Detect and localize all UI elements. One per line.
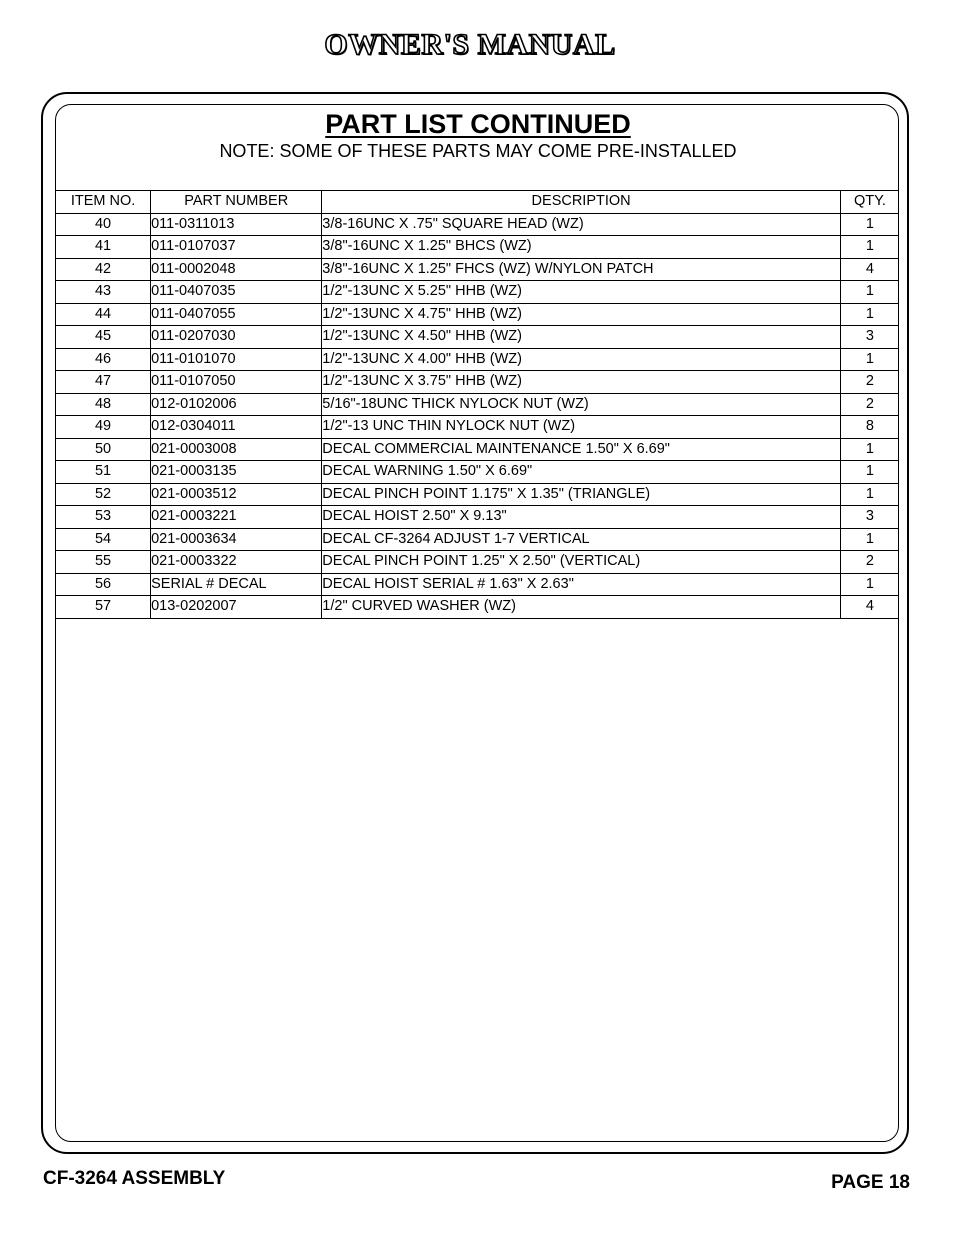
parts-table-body <box>56 213 900 618</box>
description-cell: 3/8"-16UNC X 1.25" BHCS (WZ) <box>322 236 841 259</box>
table-row <box>56 281 900 304</box>
part-number-cell: 021-0003008 <box>151 438 322 461</box>
header-item-no: ITEM NO. <box>56 191 151 214</box>
item-no-cell: 48 <box>56 393 151 416</box>
description-cell: DECAL CF-3264 ADJUST 1-7 VERTICAL <box>322 528 841 551</box>
part-number-cell: 011-0101070 <box>151 348 322 371</box>
table-row <box>56 573 900 596</box>
table-row <box>56 551 900 574</box>
part-number-cell: 011-0002048 <box>151 258 322 281</box>
part-number-cell: 013-0202007 <box>151 596 322 619</box>
header-description: DESCRIPTION <box>322 191 841 214</box>
part-number-cell: 011-0407035 <box>151 281 322 304</box>
item-no-cell: 53 <box>56 506 151 529</box>
table-row <box>56 236 900 259</box>
qty-cell: 3 <box>840 506 899 529</box>
qty-cell: 1 <box>840 348 899 371</box>
table-row <box>56 258 900 281</box>
description-cell: DECAL PINCH POINT 1.25" X 2.50" (VERTICAL) <box>322 551 841 574</box>
inner-frame <box>55 104 899 1142</box>
description-cell: 5/16"-18UNC THICK NYLOCK NUT (WZ) <box>322 393 841 416</box>
qty-cell: 1 <box>840 573 899 596</box>
table-row <box>56 326 900 349</box>
description-cell: DECAL PINCH POINT 1.175" X 1.35" (TRIANGLE) <box>322 483 841 506</box>
qty-cell: 1 <box>840 483 899 506</box>
part-number-cell: SERIAL # DECAL <box>151 573 322 596</box>
table-row <box>56 461 900 484</box>
table-row <box>56 528 900 551</box>
description-cell: DECAL HOIST SERIAL # 1.63" X 2.63" <box>322 573 841 596</box>
parts-table <box>55 190 899 619</box>
table-row <box>56 213 900 236</box>
description-cell: 1/2"-13 UNC THIN NYLOCK NUT (WZ) <box>322 416 841 439</box>
item-no-cell: 55 <box>56 551 151 574</box>
qty-cell: 2 <box>840 393 899 416</box>
part-number-cell: 021-0003322 <box>151 551 322 574</box>
description-cell: 1/2"-13UNC X 4.50" HHB (WZ) <box>322 326 841 349</box>
qty-cell: 1 <box>840 303 899 326</box>
description-cell: 1/2"-13UNC X 3.75" HHB (WZ) <box>322 371 841 394</box>
qty-cell: 3 <box>840 326 899 349</box>
item-no-cell: 46 <box>56 348 151 371</box>
item-no-cell: 52 <box>56 483 151 506</box>
table-row <box>56 393 900 416</box>
part-number-cell: 011-0107037 <box>151 236 322 259</box>
header-qty: QTY. <box>840 191 899 214</box>
item-no-cell: 54 <box>56 528 151 551</box>
description-cell: DECAL WARNING 1.50" X 6.69" <box>322 461 841 484</box>
item-no-cell: 40 <box>56 213 151 236</box>
table-row <box>56 348 900 371</box>
item-no-cell: 50 <box>56 438 151 461</box>
part-number-cell: 011-0407055 <box>151 303 322 326</box>
item-no-cell: 47 <box>56 371 151 394</box>
pre-installed-note: NOTE: SOME OF THESE PARTS MAY COME PRE-INSTALLED <box>219 141 737 161</box>
description-cell: 1/2"-13UNC X 5.25" HHB (WZ) <box>322 281 841 304</box>
qty-cell: 8 <box>840 416 899 439</box>
item-no-cell: 45 <box>56 326 151 349</box>
part-number-cell: 021-0003634 <box>151 528 322 551</box>
qty-cell: 2 <box>840 551 899 574</box>
header-part-number: PART NUMBER <box>151 191 322 214</box>
part-number-cell: 012-0304011 <box>151 416 322 439</box>
item-no-cell: 44 <box>56 303 151 326</box>
qty-cell: 1 <box>840 281 899 304</box>
item-no-cell: 41 <box>56 236 151 259</box>
table-row <box>56 416 900 439</box>
table-row <box>56 371 900 394</box>
part-number-cell: 021-0003221 <box>151 506 322 529</box>
part-number-cell: 012-0102006 <box>151 393 322 416</box>
page-number: PAGE 18 <box>831 1172 910 1193</box>
item-no-cell: 49 <box>56 416 151 439</box>
qty-cell: 2 <box>840 371 899 394</box>
description-cell: DECAL HOIST 2.50" X 9.13" <box>322 506 841 529</box>
description-cell: 3/8"-16UNC X 1.25" FHCS (WZ) W/NYLON PATCH <box>322 258 841 281</box>
description-cell: DECAL COMMERCIAL MAINTENANCE 1.50" X 6.69" <box>322 438 841 461</box>
description-cell: 1/2"-13UNC X 4.00" HHB (WZ) <box>322 348 841 371</box>
table-row <box>56 506 900 529</box>
part-number-cell: 011-0107050 <box>151 371 322 394</box>
table-row <box>56 438 900 461</box>
part-number-cell: 021-0003512 <box>151 483 322 506</box>
table-row <box>56 303 900 326</box>
description-cell: 3/8-16UNC X .75" SQUARE HEAD (WZ) <box>322 213 841 236</box>
assembly-label: CF-3264 ASSEMBLY <box>43 1168 226 1189</box>
part-number-cell: 021-0003135 <box>151 461 322 484</box>
item-no-cell: 51 <box>56 461 151 484</box>
description-cell: 1/2"-13UNC X 4.75" HHB (WZ) <box>322 303 841 326</box>
qty-cell: 1 <box>840 528 899 551</box>
table-header-row <box>56 191 900 214</box>
item-no-cell: 43 <box>56 281 151 304</box>
qty-cell: 4 <box>840 596 899 619</box>
table-row <box>56 596 900 619</box>
item-no-cell: 42 <box>56 258 151 281</box>
qty-cell: 1 <box>840 236 899 259</box>
manual-title: OWNER'S MANUAL <box>324 28 616 61</box>
item-no-cell: 57 <box>56 596 151 619</box>
qty-cell: 4 <box>840 258 899 281</box>
qty-cell: 1 <box>840 213 899 236</box>
description-cell: 1/2" CURVED WASHER (WZ) <box>322 596 841 619</box>
part-number-cell: 011-0311013 <box>151 213 322 236</box>
qty-cell: 1 <box>840 461 899 484</box>
item-no-cell: 56 <box>56 573 151 596</box>
part-number-cell: 011-0207030 <box>151 326 322 349</box>
section-title: PART LIST CONTINUED <box>325 109 631 139</box>
table-row <box>56 483 900 506</box>
qty-cell: 1 <box>840 438 899 461</box>
